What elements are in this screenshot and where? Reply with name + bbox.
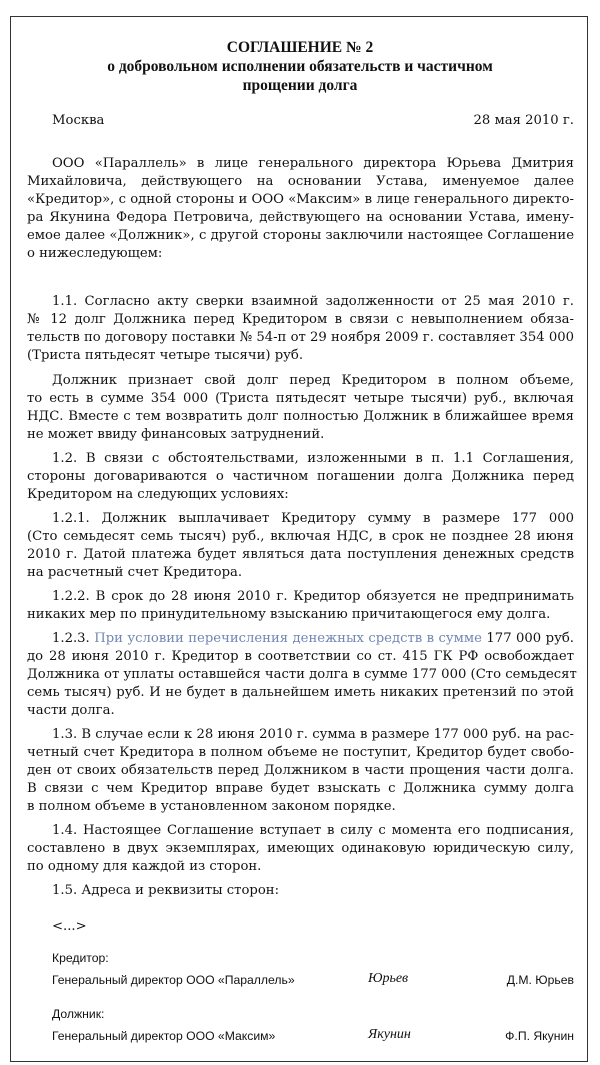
clause-1-2-line: Кредитором на следующих условиях: [27, 487, 289, 502]
debtor-signature: Якунин [368, 1027, 411, 1042]
intro-line: ра Якунина Федора Петровича, действующего на основании Устава, имену- [27, 210, 574, 225]
clause-1-2-1-line: 2010 г. Датой платежа будет являться дата поступления денежных средств [27, 547, 574, 562]
clause-1-2-3-number: 1.2.3. [52, 631, 95, 646]
clause-1-2-3-amount: 177 000 руб. [481, 631, 574, 646]
clause-1-1-line: № 12 долг Должника перед Кредитором в связи с невыполнением обяза- [27, 312, 574, 327]
intro-line: емое далее «Должник», с другой стороны заключили настоящее Соглашение [27, 228, 574, 243]
clause-1-2-3-line: семь тысяч) руб. И не будет в дальнейшем иметь никаких претензий по этой [27, 685, 574, 700]
debt-line: то есть в сумме 354 000 (Триста пятьдесят четыре тысячи) руб., включая [27, 391, 574, 406]
clause-1-5: 1.5. Адреса и реквизиты сторон: [52, 883, 280, 898]
clause-1-3-line: 1.3. В случае если к 28 июня 2010 г. сумма в размере 177 000 руб. на рас- [52, 727, 574, 742]
clause-1-4-line: 1.4. Настоящее Соглашение вступает в силу с момента его подписания, [52, 823, 574, 838]
clause-1-1-line: 1.1. Согласно акту сверки взаимной задолженности от 25 мая 2010 г. [52, 294, 574, 309]
clause-1-2-1-line: на расчетный счет Кредитора. [27, 565, 243, 580]
clause-1-2-3-line: Должника от уплаты оставшейся части долга в сумме 177 000 (Сто семьдесят [27, 667, 577, 682]
clause-1-2-2-line: никаких мер по принудительному взысканию причитающегося ему долга. [27, 607, 551, 622]
intro-line: ООО «Параллель» в лице генерального директора Юрьева Дмитрия [52, 156, 574, 171]
clause-1-2-3-line: до 28 июня 2010 г. Кредитор в соответствии со ст. 415 ГК РФ освобождает [27, 649, 574, 664]
intro-line: «Кредитор», с одной стороны и ООО «Максим» в лице генерального директо- [27, 192, 574, 207]
clause-1-2-line: 1.2. В связи с обстоятельствами, изложенными в п. 1.1 Соглашения, [52, 451, 574, 466]
clause-1-3-line: четный счет Кредитора в полном объеме не поступит, Кредитор будет свобо- [27, 745, 574, 760]
date: 28 мая 2010 г. [473, 113, 574, 128]
creditor-position: Генеральный директор ООО «Параллель» [52, 973, 295, 987]
intro-line: Михайловича, действующего на основании Устава, именуемое далее [27, 174, 574, 189]
clause-1-2-1-line: 1.2.1. Должник выплачивает Кредитору сумму в размере 177 000 [52, 511, 574, 526]
clause-1-2-line: стороны договариваются о частичном погашении долга Должника перед [27, 469, 574, 484]
debt-line: НДС. Вместе с тем возвратить долг полностью Должник в ближайшее время [27, 409, 574, 424]
clause-1-1-line: тельств по договору поставки № 54-п от 29 ноября 2009 г. составляет 354 000 [27, 330, 574, 345]
clause-1-2-2-line: 1.2.2. В срок до 28 июня 2010 г. Кредитор обязуется не предпринимать [52, 589, 574, 604]
intro-line: о нижеследующем: [27, 246, 163, 261]
clause-1-2-3-line: части долга. [27, 703, 115, 718]
city: Москва [52, 113, 105, 128]
clause-1-4-line: по одному для каждой из сторон. [27, 859, 262, 874]
creditor-signature: Юрьев [368, 971, 409, 986]
debtor-name: Ф.П. Якунин [505, 1029, 574, 1043]
debtor-label: Должник: [52, 1007, 105, 1021]
debtor-position: Генеральный директор ООО «Максим» [52, 1029, 276, 1043]
doc-title: СОГЛАШЕНИЕ № 2 [226, 39, 374, 56]
clause-1-3-line: В связи с чем Кредитор вправе будет взыскать с Должника сумму долга [27, 781, 574, 796]
clause-1-3-line: в полном объеме в установленном законом порядке. [27, 799, 396, 814]
clause-1-3-line: ден от своих обязательств перед Должником в части прощения части долга. [27, 763, 574, 778]
clause-1-2-1-line: (Сто семьдесят семь тысяч) руб., включая НДС, в срок не позднее 28 июня [27, 529, 574, 544]
creditor-name: Д.М. Юрьев [506, 973, 574, 987]
clause-1-4-line: составлено в двух экземплярах, имеющих одинаковую юридическую силу, [27, 841, 574, 856]
clause-1-2-3-line [52, 630, 574, 648]
highlighted-text: При условии перечисления денежных средств в сумме [94, 631, 482, 646]
debt-line: не может ввиду финансовых затруднений. [27, 427, 325, 442]
debt-line: Должник признает свой долг перед Кредитором в полном объеме, [52, 373, 574, 388]
clause-1-1-line: (Триста пятьдесят четыре тысячи) руб. [27, 348, 304, 363]
doc-subtitle-2: прощении долга [242, 77, 358, 94]
doc-subtitle-1: о добровольном исполнении обязательств и частичном [107, 58, 493, 75]
creditor-label: Кредитор: [52, 951, 109, 965]
ellipsis: <...> [52, 919, 87, 934]
